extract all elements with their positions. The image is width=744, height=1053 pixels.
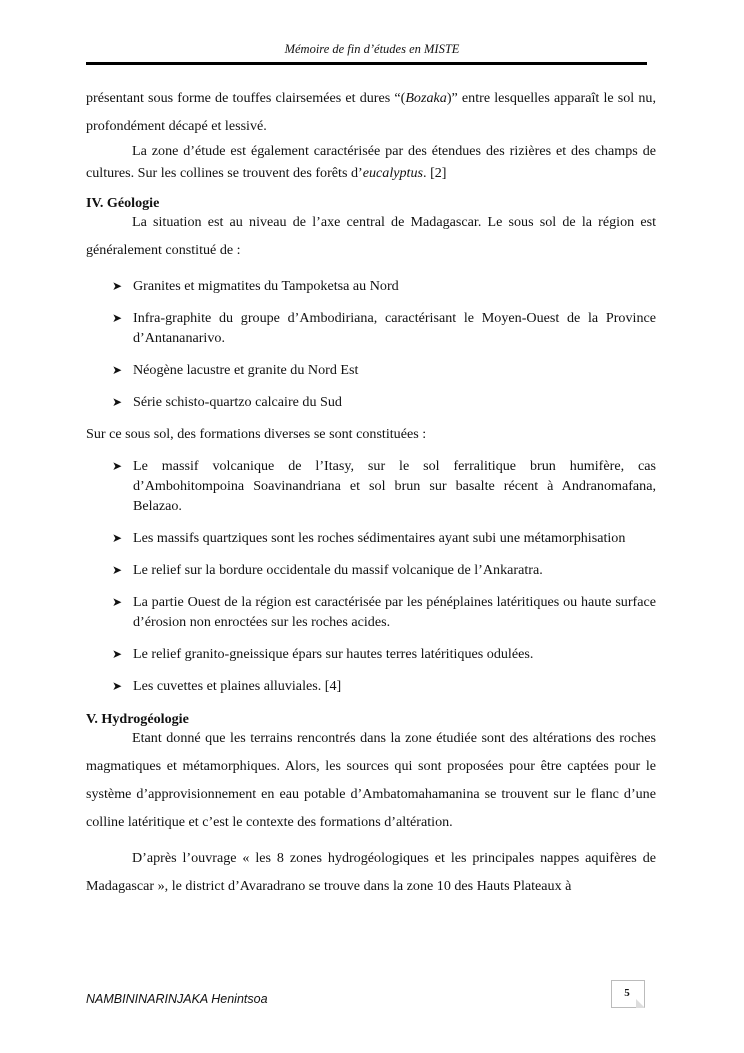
text-segment: )” entre lesquelles apparaît le sol nu, profondément décapé et lessivé. xyxy=(86,90,656,134)
list-item xyxy=(86,644,656,664)
paragraph-bozaka xyxy=(86,84,656,140)
italic-term: Bozaka xyxy=(405,90,447,106)
paragraph-hydro-1: Etant donné que les terrains rencontrés dans la zone étudiée sont des altérations des roches magmatiques et métamorphiques. Alors, les sources qui sont proposées pour être captées pour le système d’approvisionnement en eau potable d’Ambatomahamanina se trouvent sur le flanc d’une colline latéritique et c’est le contexte des formations d’altération. xyxy=(86,730,656,830)
paragraph-zone xyxy=(86,140,656,184)
text-segment: . [2] xyxy=(423,165,447,181)
paragraph-geologie-intro: La situation est au niveau de l’axe central de Madagascar. Le sous sol de la région est généralement constitué de : xyxy=(86,214,656,258)
list-item-text: La partie Ouest de la région est caractérisée par les pénéplaines latéritiques ou haute surface d’érosion non enroctées sur les roches acides. xyxy=(133,594,656,630)
list-item xyxy=(86,276,656,296)
list-item xyxy=(86,528,656,548)
list-item xyxy=(86,392,656,412)
list-item xyxy=(86,560,656,580)
list-item xyxy=(86,308,656,348)
list-item-text: Les massifs quartziques sont les roches sédimentaires ayant subi une métamorphisation xyxy=(133,530,626,546)
list-item xyxy=(86,592,656,632)
italic-term: eucalyptus xyxy=(362,165,424,181)
arrow-bullet-icon: ➤ xyxy=(112,595,123,609)
footer-author: NAMBININARINJAKA Henintsoa xyxy=(86,992,268,1006)
list-item xyxy=(86,676,656,696)
page-number-box xyxy=(611,980,645,1008)
list-item-text: Série schisto-quartzo calcaire du Sud xyxy=(133,394,342,410)
geology-list xyxy=(86,276,656,412)
text-segment: La zone d’étude est également caractérisée par des étendues des rizières et des champs de cultures. Sur les collines se trouvent des forêts d’ xyxy=(86,143,656,181)
header-rule xyxy=(86,62,647,65)
page-number: 5 xyxy=(624,987,630,999)
arrow-bullet-icon: ➤ xyxy=(112,647,123,661)
section-heading-hydrogeologie: V. Hydrogéologie xyxy=(86,711,189,727)
list-item-text: Le relief sur la bordure occidentale du massif volcanique de l’Ankaratra. xyxy=(133,562,543,578)
list-item-text: Infra-graphite du groupe d’Ambodiriana, caractérisant le Moyen-Ouest de la Province d’Antananarivo. xyxy=(133,310,656,346)
arrow-bullet-icon: ➤ xyxy=(112,563,123,577)
list-item xyxy=(86,360,656,380)
arrow-bullet-icon: ➤ xyxy=(112,311,123,325)
list-item-text: Le relief granito-gneissique épars sur hautes terres latéritiques odulées. xyxy=(133,646,534,662)
page-fold-icon xyxy=(636,999,645,1008)
formations-list xyxy=(86,456,656,696)
section-heading-geologie: IV. Géologie xyxy=(86,195,160,211)
arrow-bullet-icon: ➤ xyxy=(112,395,123,409)
arrow-bullet-icon: ➤ xyxy=(112,459,123,473)
arrow-bullet-icon: ➤ xyxy=(112,363,123,377)
list-item xyxy=(86,456,656,516)
list-item-text: Les cuvettes et plaines alluviales. [4] xyxy=(133,678,342,694)
page-header: Mémoire de fin d’études en MISTE xyxy=(284,42,460,56)
list-item-text: Le massif volcanique de l’Itasy, sur le sol ferralitique brun humifère, cas d’Ambohitompoina Soavinandriana et sol brun sur basalte récent à Andranomafana, Belazao. xyxy=(133,458,656,514)
arrow-bullet-icon: ➤ xyxy=(112,279,123,293)
text-segment: présentant sous forme de touffes clairsemées et dures “( xyxy=(86,90,406,106)
arrow-bullet-icon: ➤ xyxy=(112,531,123,545)
arrow-bullet-icon: ➤ xyxy=(112,679,123,693)
paragraph-hydro-2: D’après l’ouvrage « les 8 zones hydrogéologiques et les principales nappes aquifères de Madagascar », le district d’Avaradrano se trouve dans la zone 10 des Hauts Plateaux à xyxy=(86,850,656,894)
paragraph-transition: Sur ce sous sol, des formations diverses se sont constituées : xyxy=(86,426,427,442)
list-item-text: Granites et migmatites du Tampoketsa au Nord xyxy=(133,278,399,294)
list-item-text: Néogène lacustre et granite du Nord Est xyxy=(133,362,359,378)
page-body xyxy=(86,84,656,900)
